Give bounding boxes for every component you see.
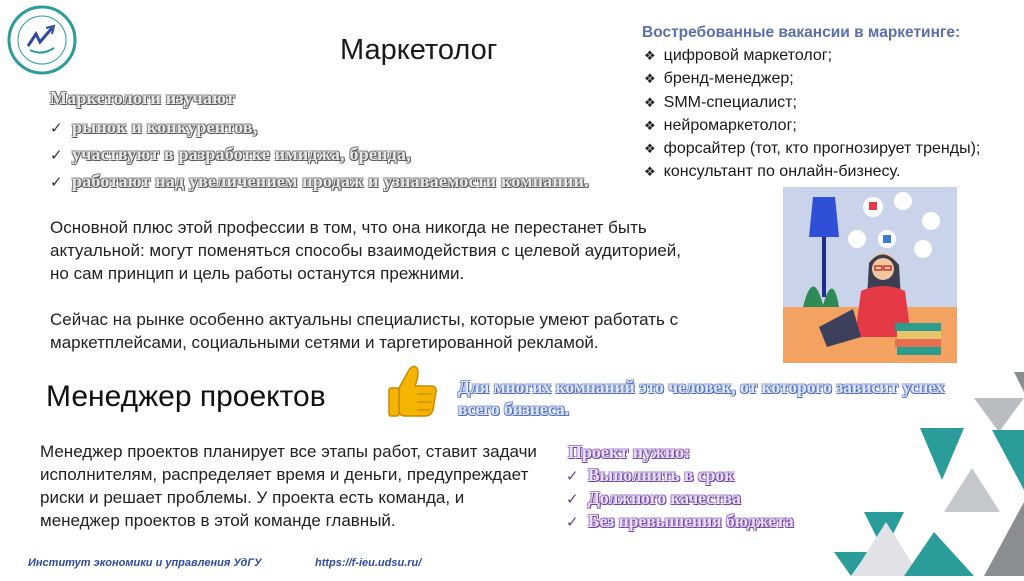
list-item: [566, 487, 794, 510]
marketer-illustration: [783, 187, 957, 363]
list-item: [566, 510, 794, 533]
study-heading: Маркетологи изучают: [50, 88, 235, 108]
project-item-text: Без превышения бюджета: [588, 511, 794, 531]
footer-url-link[interactable]: https://f-ieu.udsu.ru/: [315, 557, 422, 569]
vacancy-text: нейромаркетолог;: [663, 116, 797, 134]
check-icon: ✓: [566, 466, 579, 485]
vacancy-text: цифровой маркетолог;: [663, 47, 833, 64]
list-item: [644, 137, 1024, 160]
section-title-marketer: Маркетолог: [340, 34, 498, 66]
project-heading: Проект нужно:: [568, 442, 691, 462]
vacancy-text: бренд-менеджер;: [663, 70, 794, 88]
check-icon: ✓: [50, 118, 63, 137]
diamond-bullet-icon: ❖: [644, 118, 656, 134]
project-list: [566, 464, 794, 533]
pm-quote: Для многих компаний это человек, от которого зависит успех всего бизнеса.: [458, 377, 945, 419]
list-item: [50, 141, 589, 168]
check-icon: ✓: [50, 145, 63, 164]
study-item-text: рынок и конкурентов,: [72, 117, 258, 137]
footer-institute: Институт экономики и управления УдГУ: [28, 557, 262, 569]
diamond-bullet-icon: ❖: [644, 49, 656, 64]
list-item: [644, 114, 1024, 137]
list-item: [644, 160, 1024, 183]
vacancies-list: [644, 44, 1024, 184]
vacancy-text: форсайтер (тот, кто прогнозирует тренды);: [663, 140, 981, 158]
diamond-bullet-icon: ❖: [644, 165, 656, 181]
list-item: [644, 67, 1024, 90]
study-item-text: участвуют в разработке имиджа, бренда,: [72, 144, 411, 164]
marketer-paragraph-main: Основной плюс этой профессии в том, что она никогда не перестанет быть актуальной: могут поменяться способы взаимодействия с целевой аудиторией, но сам принцип и цель работы останутся прежними.: [50, 218, 681, 283]
pm-description: Менеджер проектов планирует все этапы работ, ставит задачи исполнителям, распределяет время и деньги, предупреждает риски и решает проблемы. У проекта есть команда, и менеджер проектов в этой команде главный.: [40, 442, 537, 530]
decorative-triangles: [824, 372, 1024, 576]
list-item: [566, 464, 794, 487]
list-item: [644, 44, 1024, 67]
list-item: [50, 168, 589, 195]
vacancies-heading: Востребованные вакансии в маркетинге:: [642, 24, 961, 41]
list-item: [644, 91, 1024, 114]
diamond-bullet-icon: ❖: [644, 142, 656, 158]
check-icon: ✓: [566, 512, 579, 531]
marketer-paragraph-current: Сейчас на рынке особенно актуальны специалисты, которые умеют работать с маркетплейсами, социальными сетями и таргетированной рекламой.: [50, 310, 679, 352]
section-title-project-manager: Менеджер проектов: [46, 380, 326, 413]
university-logo: [6, 4, 78, 76]
study-item-text: работают над увеличением продаж и узнаваемости компании.: [72, 171, 589, 191]
check-icon: ✓: [566, 489, 579, 508]
project-item-text: Должного качества: [588, 488, 741, 508]
vacancy-text: консультант по онлайн-бизнесу.: [663, 163, 901, 181]
diamond-bullet-icon: ❖: [644, 95, 656, 111]
diamond-bullet-icon: ❖: [644, 72, 656, 88]
project-item-text: Выполнить в срок: [588, 465, 735, 485]
study-list: [50, 114, 589, 195]
check-icon: ✓: [50, 172, 63, 191]
vacancy-text: SMM-специалист;: [663, 93, 797, 111]
list-item: [50, 114, 589, 141]
thumbs-up-icon: [385, 362, 441, 420]
